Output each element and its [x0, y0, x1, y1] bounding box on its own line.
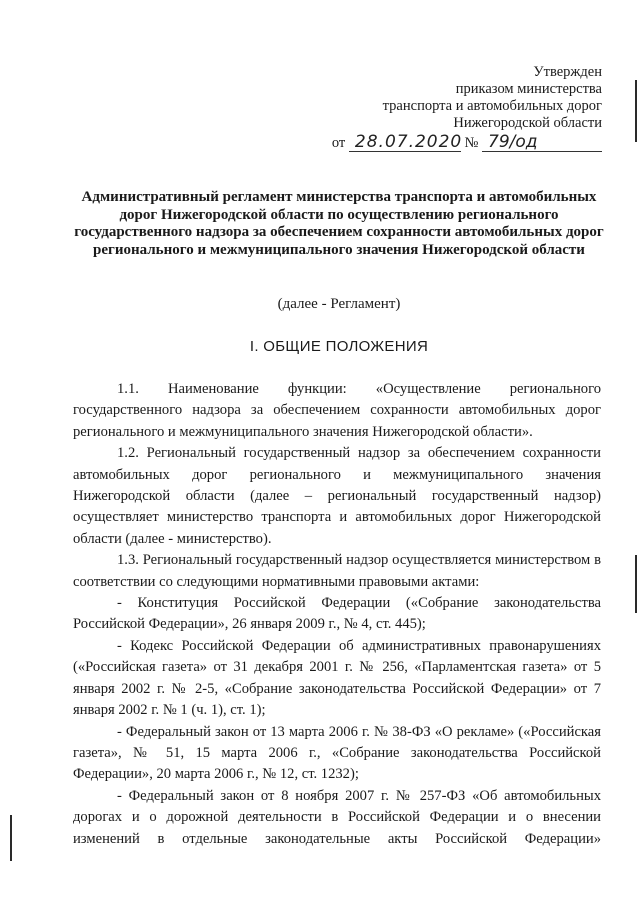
list-item-admin-code: - Кодекс Российской Федерации об административных правонарушениях («Российская газета» от 31 декабря 2001 г. № 256, «Парламентская газета» от 5 января 2002 г. № 2-5, «Собрание законодательства Российской Федерации» от 7 января 2002 г. № 1 (ч. 1), ст. 1);	[73, 637, 601, 719]
approval-line-ministry: транспорта и автомобильных дорог	[382, 98, 602, 114]
document-body	[73, 379, 601, 850]
handwritten-date: 28.07.2020	[349, 133, 461, 152]
list-item-roads-law: - Федеральный закон от 8 ноября 2007 г. № 257-ФЗ «Об автомобильных дорогах и о дорожной деятельности в Российской Федерации и о внесении изменений в отдельные законодательные акты Российской Федерации»	[73, 787, 601, 847]
list-item-constitution: - Конституция Российской Федерации («Собрание законодательства Российской Федерации», 26 января 2009 г., № 4, ст. 445);	[73, 595, 601, 633]
paragraph-1-2: 1.2. Региональный государственный надзор за обеспечением сохранности автомобильных дорог регионального и межмуниципального значения Нижегородской области (далее – региональный государственный надзор) осуществляет министерство транспорта и автомобильных дорог Нижегородской области (далее - министерство).	[73, 445, 601, 547]
scan-edge-mark-middle	[635, 555, 637, 613]
paragraph-1-1: 1.1. Наименование функции: «Осуществление регионального государственного надзора за обеспечением сохранности автомобильных дорог регионального и межмуниципального значения Нижегородской области».	[73, 381, 601, 440]
number-label: №	[464, 135, 479, 151]
scan-edge-mark-left	[10, 815, 12, 861]
section-heading: I. ОБЩИЕ ПОЛОЖЕНИЯ	[249, 338, 429, 355]
handwritten-number: 79/од	[482, 133, 602, 152]
document-title: Административный регламент министерства транспорта и автомобильных дорог Нижегородской области по осуществлению регионального государственного надзора за обеспечением сохранности автомобильных дорог регионального и межмуниципального значения Нижегородской области	[74, 189, 604, 258]
scan-edge-mark-top	[635, 80, 637, 142]
approval-line-order: приказом министерства	[455, 81, 602, 97]
approval-block	[332, 64, 602, 152]
approval-line-approved: Утвержден	[533, 64, 602, 80]
document-subtitle: (далее - Регламент)	[277, 296, 401, 312]
from-label: от	[331, 135, 346, 151]
approval-line-region: Нижегородской области	[453, 115, 602, 131]
approval-date-number-row	[332, 133, 602, 152]
paragraph-1-3: 1.3. Региональный государственный надзор осуществляется министерством в соответствии со следующими нормативными правовыми актами:	[73, 552, 601, 590]
list-item-advertising-law: - Федеральный закон от 13 марта 2006 г. № 38-ФЗ «О рекламе» («Российская газета», № 51, 15 марта 2006 г., «Собрание законодательства Российской Федерации», 20 марта 2006 г., № 12, ст. 1232);	[73, 723, 601, 783]
